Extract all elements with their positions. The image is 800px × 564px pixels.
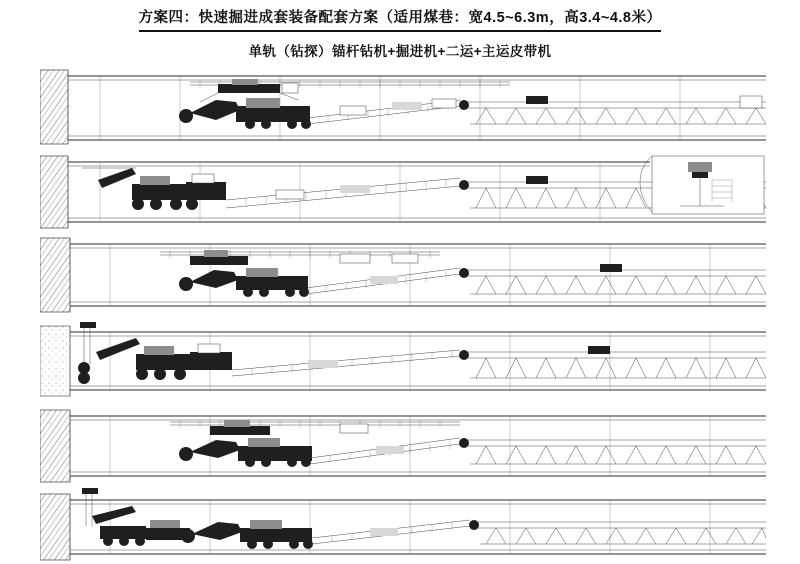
layout-view-5 — [40, 402, 766, 486]
layout-view-3 — [40, 234, 766, 318]
layout-view-2 — [40, 150, 766, 234]
detail-inset-section — [640, 156, 764, 214]
layout-view-1 — [40, 66, 766, 150]
layout-view-6 — [40, 486, 766, 564]
layout-view-4 — [40, 318, 766, 402]
page-subtitle: 单轨（钻探）锚杆钻机+掘进机+二运+主运皮带机 — [248, 44, 552, 59]
page-title-bar — [0, 6, 800, 32]
page-title: 方案四：快速掘进成套装备配套方案（适用煤巷：宽4.5~6.3m，高3.4~4.8米） — [139, 6, 662, 32]
diagram-panels — [0, 66, 800, 558]
